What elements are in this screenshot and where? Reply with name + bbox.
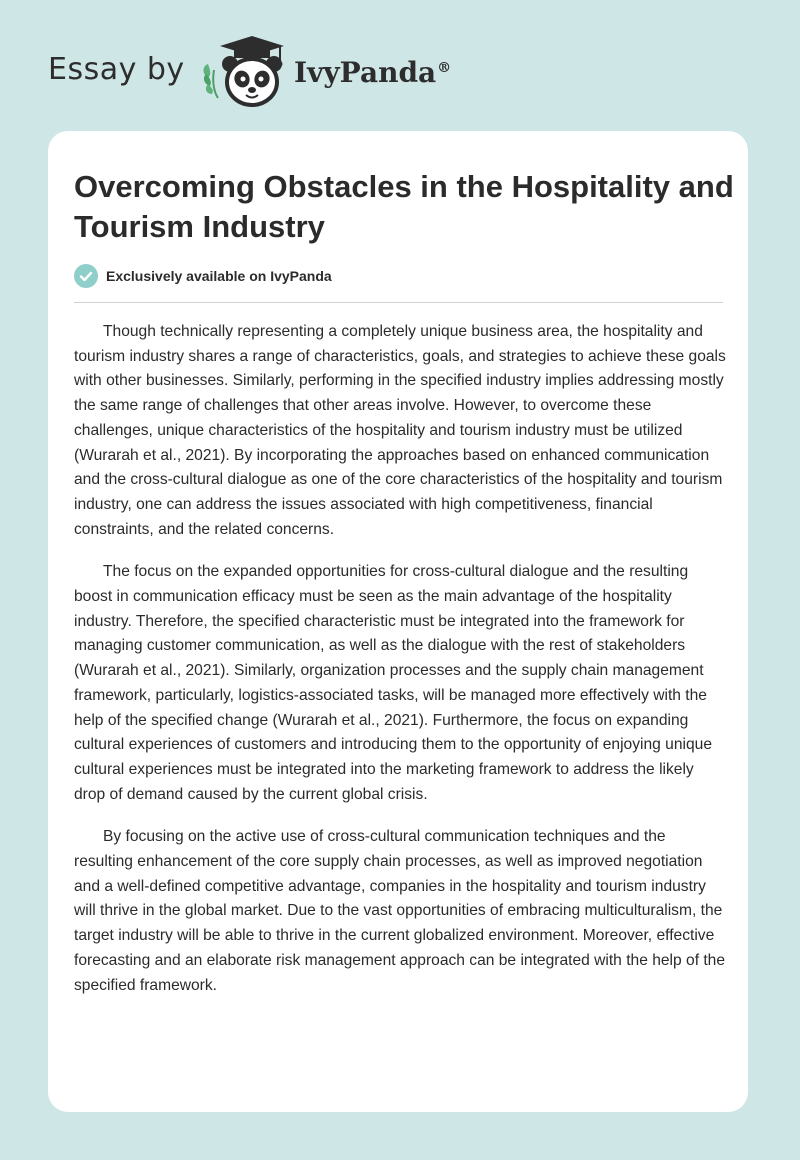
site-header — [0, 0, 800, 130]
exclusive-badge-text: Exclusively available on IvyPanda — [106, 268, 332, 284]
title-divider — [74, 302, 723, 303]
brand-name-text: IvyPanda — [294, 56, 437, 89]
exclusive-badge — [74, 263, 332, 289]
article-body — [74, 320, 726, 1016]
paragraph: The focus on the expanded opportunities for cross-cultural dialogue and the resulting boost in communication efficacy must be seen as the main advantage of the hospitality industry. Therefore, the specified characteristic must be integrated into the framework for managing customer communication, as well as the dialogue with the rest of stakeholders (Wurarah et al., 2021). Similarly, organization processes and the supply chain management framework, particularly, logistics-associated tasks, will be managed more effectively with the help of the specified change (Wurarah et al., 2021). Furthermore, the focus on expanding cultural experiences of customers and introducing them to the opportunity of enjoying unique cultural experiences must be integrated into the marketing framework to address the likely drop of demand caused by the current global crisis. — [74, 563, 712, 803]
paragraph: By focusing on the active use of cross-cultural communication techniques and the resulting enhancement of the core supply chain processes, as well as improved negotiation and a well-defined competitive advantage, companies in the hospitality and tourism industry will thrive in the global market. Due to the vast opportunities of embracing multiculturalism, the target industry will be able to thrive in the current globalized environment. Moreover, effective forecasting and an elaborate risk management approach can be integrated with the help of the specified framework. — [74, 828, 726, 994]
panda-graduate-icon — [200, 34, 292, 110]
brand-name — [294, 56, 451, 89]
check-circle-icon — [74, 264, 98, 288]
brand-prefix: Essay by — [48, 52, 185, 87]
registered-mark: ® — [437, 59, 452, 76]
article-card — [48, 131, 748, 1112]
article-title: Overcoming Obstacles in the Hospitality and Tourism Industry — [74, 169, 734, 244]
paragraph: Though technically representing a completely unique business area, the hospitality and tourism industry shares a range of characteristics, goals, and strategies to achieve these goals with other businesses. Similarly, performing in the specified industry implies addressing mostly the same range of challenges that other areas involve. However, to overcome these challenges, unique characteristics of the hospitality and tourism industry must be utilized (Wurarah et al., 2021). By incorporating the approaches based on enhanced communication and the cross-cultural dialogue as one of the core characteristics of the hospitality and tourism industry, one can address the issues associated with high competitiveness, financial constraints, and the related concerns. — [74, 323, 726, 538]
